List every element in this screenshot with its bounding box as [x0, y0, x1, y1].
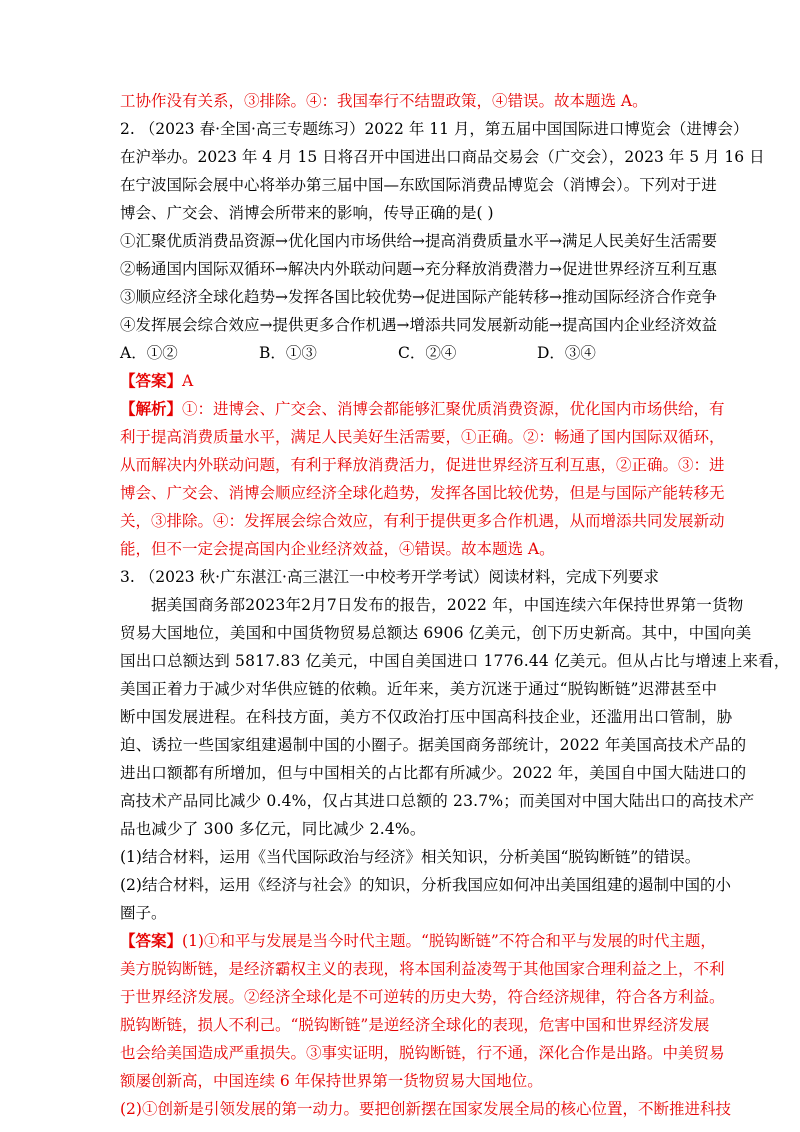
q2-statement-4: ④发挥展会综合效应→提供更多合作机遇→增添共同发展新动能→提高国内企业经济效益	[120, 316, 717, 334]
q2-analysis-line: 博会、广交会、消博会顺应经济全球化趋势，发挥各国比较优势，但是与国际产能转移无	[120, 484, 725, 502]
q2-statement-3: ③顺应经济全球化趋势→发挥各国比较优势→促进国际产能转移→推动国际经济合作竞争	[120, 288, 717, 306]
q3-question-2: (2)结合材料，运用《经济与社会》的知识，分析我国应如何冲出美国组建的遏制中国的小	[120, 876, 731, 894]
q3-answer-text: (1)①和平与发展是当今时代主题。“脱钩断链”不符合和平与发展的时代主题，	[182, 932, 716, 950]
q3-question-1: (1)结合材料，运用《当代国际政治与经济》相关知识，分析美国“脱钩断链”的错误。	[120, 848, 701, 866]
q3-answer-line: 脱钩断链，损人不利己。“脱钩断链”是逆经济全球化的表现，危害中国和世界经济发展	[120, 1016, 710, 1034]
q3-material-line: 品也减少了 300 多亿元，同比减少 2.4%。	[120, 820, 426, 838]
q2-stem-line: 在沪举办。2023 年 4 月 15 日将召开中国进出口商品交易会（广交会），2023 年 5 月 16 日	[120, 148, 765, 166]
q3-material-line: 贸易大国地位，美国和中国货物贸易总额达 6906 亿美元，创下历史新高。其中，中国向美	[120, 624, 752, 642]
q2-option-b: B．①③	[259, 344, 317, 362]
q2-answer	[120, 367, 685, 395]
q3-answer-line: 于世界经济发展。②经济全球化是不可逆转的历史大势，符合经济规律，符合各方利益。	[120, 988, 725, 1006]
q3-material-line: 断中国发展进程。在科技方面，美方不仅政治打压中国高科技企业，还滥用出口管制，胁	[120, 708, 733, 726]
q2-answer-value: A	[182, 372, 194, 390]
q3-answer-line: 也会给美国造成严重损失。③事实证明，脱钩断链，行不通，深化合作是出路。中美贸易	[120, 1044, 725, 1062]
q2-analysis-line: 关，③排除。④：发挥展会综合效应，有利于提供更多合作机遇，从而增添共同发展新动	[120, 512, 725, 530]
q2-answer-label: 【答案】	[120, 371, 183, 390]
q3-material-line: 进出口额都有所增加，但与中国相关的占比都有所减少。2022 年，美国自中国大陆进口的	[120, 764, 747, 782]
q2-option-a: A．①②	[120, 344, 178, 362]
q2-analysis-line	[120, 395, 725, 423]
q3-material-line: 迫、诱拉一些国家组建遏制中国的小圈子。据美国商务部统计，2022 年美国高技术产品的	[120, 736, 747, 754]
q3-material-line: 国出口总额达到 5817.83 亿美元，中国自美国进口 1776.44 亿美元。但从占比与增速上来看，	[120, 652, 790, 670]
q2-option-d: D．③④	[537, 344, 596, 362]
q3-material-line: 高技术产品同比减少 0.4%，仅占其进口总额的 23.7%；而美国对中国大陆出口的高技术产	[120, 792, 755, 810]
q3-question-2-cont: 圈子。	[120, 904, 167, 922]
q2-analysis-label: 【解析】	[120, 399, 183, 418]
q3-answer-line: (2)①创新是引领发展的第一动力。要把创新摆在国家发展全局的核心位置，不断推进科技	[120, 1100, 731, 1118]
q2-analysis-line: 利于提高消费质量水平，满足人民美好生活需要，①正确。②：畅通了国内国际双循环，	[120, 428, 725, 446]
question-2	[120, 115, 765, 563]
q3-material-line: 美国正着力于减少对华供应链的依赖。近年来，美方沉迷于通过“脱钩断链”迟滞甚至中	[120, 680, 718, 698]
q2-analysis-line: 从而解决内外联动问题，有利于释放消费活力，促进世界经济互利互惠，②正确。③：进	[120, 456, 725, 474]
q2-option-c: C．②④	[398, 344, 457, 362]
q3-stem: 3. （2023 秋·广东湛江·高三湛江一中校考开学考试）阅读材料，完成下列要求	[120, 568, 659, 586]
q2-analysis-text: ①：进博会、广交会、消博会都能够汇聚优质消费资源，优化国内市场供给，有	[182, 400, 725, 418]
q3-material-line: 据美国商务部2023年2月7日发布的报告，2022 年，中国连续六年保持世界第一货物	[151, 596, 744, 614]
q2-analysis-line: 能，但不一定会提高国内企业经济效益，④错误。故本题选 A。	[120, 540, 555, 558]
q3-answer-line: 美方脱钩断链，是经济霸权主义的表现，将本国利益凌驾于其他国家合理利益之上，不利	[120, 960, 725, 978]
q2-stem-line: 2. （2023 春·全国·高三专题练习）2022 年 11 月，第五届中国国际进口博览会（进博会）	[120, 120, 749, 138]
q3-answer-label: 【答案】	[120, 931, 183, 950]
q3-answer-line	[120, 927, 716, 955]
document-body	[120, 87, 790, 1123]
q2-options	[120, 339, 685, 367]
q2-statement-2: ②畅通国内国际双循环→解决内外联动问题→充分释放消费潜力→促进世界经济互利互惠	[120, 260, 717, 278]
previous-explanation-tail: 工协作没有关系，③排除。④：我国奉行不结盟政策，④错误。故本题选 A。	[120, 92, 648, 110]
q3-answer-line: 额屡创新高，中国连续 6 年保持世界第一货物贸易大国地位。	[120, 1072, 543, 1090]
q2-stem-line: 博会、广交会、消博会所带来的影响，传导正确的是( )	[120, 204, 494, 222]
q2-stem-line: 在宁波国际会展中心将举办第三届中国—东欧国际消费品博览会（消博会）。下列对于进	[120, 176, 717, 194]
q2-statement-1: ①汇聚优质消费品资源→优化国内市场供给→提高消费质量水平→满足人民美好生活需要	[120, 232, 717, 250]
question-3	[120, 563, 790, 1123]
